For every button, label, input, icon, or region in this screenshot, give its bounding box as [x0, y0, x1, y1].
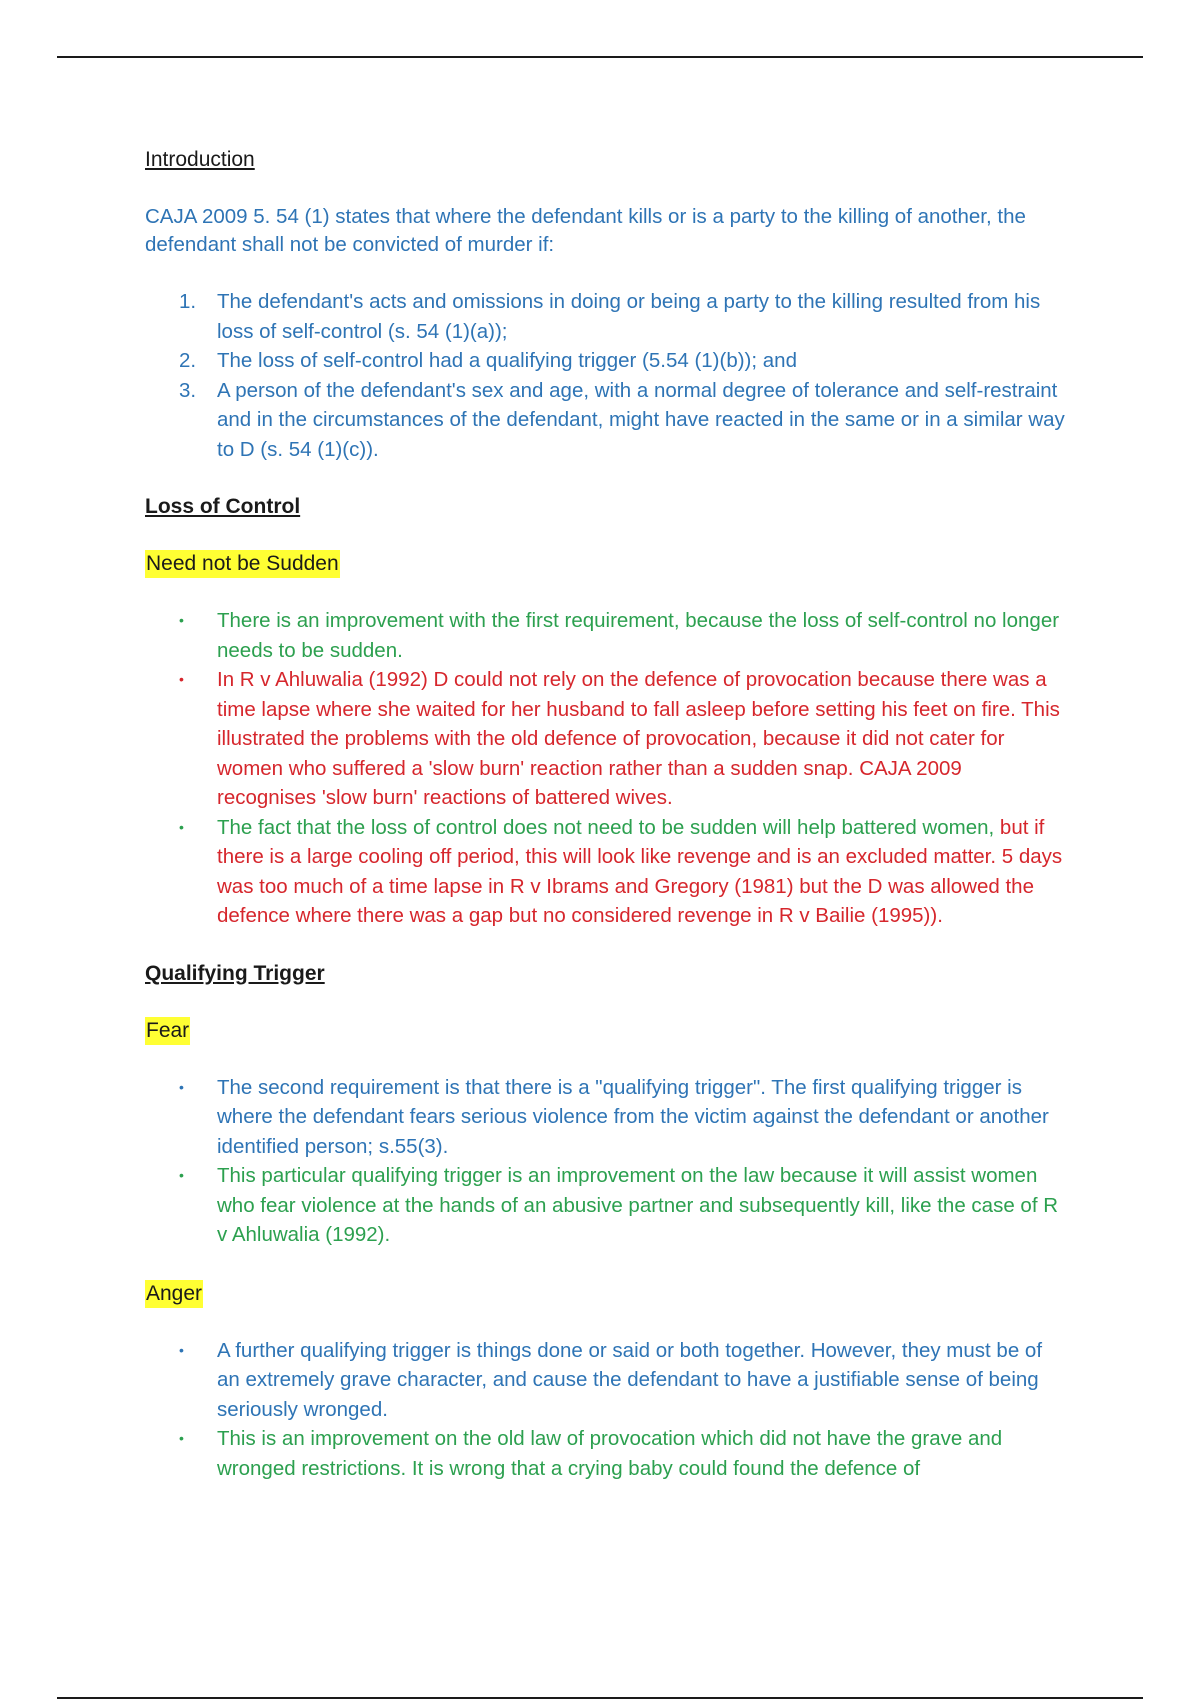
document-body	[145, 145, 1065, 1483]
anger-subheading: Anger	[145, 1280, 203, 1308]
bullet-icon: •	[179, 1167, 184, 1183]
bullet-icon: •	[179, 612, 184, 628]
list-item-text: This is an improvement on the old law of provocation which did not have the grave and wronged restrictions. It is wrong that a crying baby could found the defence of	[217, 1427, 1003, 1480]
list-item-text: The loss of self-control had a qualifying trigger (5.54 (1)(b)); and	[217, 349, 797, 372]
list-item-text-green: The fact that the loss of control does not need to be sudden will help battered women,	[217, 815, 995, 839]
loss-of-control-heading: Loss of Control	[145, 495, 301, 518]
list-item	[145, 287, 1065, 346]
intro-numbered-list	[145, 287, 1065, 464]
list-number: 1.	[179, 290, 197, 313]
list-item-text: The defendant's acts and omissions in doing or being a party to the killing resulted from his loss of self-control (s. 54 (1)(a));	[217, 290, 1041, 343]
list-item	[145, 665, 1065, 813]
list-item	[145, 376, 1065, 465]
list-number: 3.	[179, 378, 197, 402]
list-item	[145, 1336, 1065, 1425]
bullet-icon: •	[179, 671, 184, 687]
bullet-icon: •	[179, 1430, 184, 1446]
list-number: 2.	[179, 349, 197, 372]
list-item	[145, 1073, 1065, 1162]
list-item-text: This particular qualifying trigger is an improvement on the law because it will assist women who fear violence at the hands of an abusive partner and subsequently kill, like the case of R v Ahluwalia (1992).	[217, 1164, 1059, 1246]
list-item	[145, 606, 1065, 665]
list-item-text: The second requirement is that there is a "qualifying trigger". The first qualifying trigger is where the defendant fears serious violence from the victim against the defendant or another identified person; s.55(3).	[217, 1075, 1049, 1158]
intro-paragraph: CAJA 2009 5. 54 (1) states that where the defendant kills or is a party to the killing of another, the defendant shall not be convicted of murder if:	[145, 205, 1026, 256]
list-item	[145, 813, 1065, 931]
need-not-be-sudden-subheading: Need not be Sudden	[145, 550, 340, 578]
list-item	[145, 346, 1065, 376]
qualifying-trigger-heading: Qualifying Trigger	[145, 961, 325, 985]
list-item-text: In R v Ahluwalia (1992) D could not rely on the defence of provocation because there was a time lapse where she waited for her husband to fall asleep before setting his feet on fire. This illustrated the problems with the old defence of provocation, because it did not cater for women who suffered a 'slow burn' reaction rather than a sudden snap. CAJA 2009 recognises 'slow burn' reactions of battered wives.	[217, 668, 1060, 809]
fear-subheading: Fear	[145, 1017, 190, 1045]
bullet-icon: •	[179, 818, 184, 835]
top-rule	[57, 56, 1143, 58]
list-item-text: A person of the defendant's sex and age, with a normal degree of tolerance and self-restraint and in the circumstances of the defendant, might have reacted in the same or in a similar way to D (s. 54 (1)(c)).	[217, 378, 1065, 461]
loss-bullet-list	[145, 606, 1065, 931]
list-item	[145, 1424, 1065, 1483]
introduction-heading: Introduction	[145, 148, 255, 171]
bullet-icon: •	[179, 1078, 184, 1095]
list-item-text: There is an improvement with the first requirement, because the loss of self-control no longer needs to be sudden.	[217, 609, 1060, 662]
fear-bullet-list	[145, 1073, 1065, 1250]
bullet-icon: •	[179, 1341, 184, 1358]
list-item-text: A further qualifying trigger is things done or said or both together. However, they must be of an extremely grave character, and cause the defendant to have a justifiable sense of being seriously wronged.	[217, 1338, 1043, 1421]
list-item-text-red: but if there is a large cooling off period, this will look like revenge and is an excluded matter. 5 days was too much of a time lapse in R v Ibrams and Gregory (1981) but the D was allowed the defence where there was a gap but no considered revenge in R v Bailie (1995)).	[217, 815, 1063, 927]
list-item	[145, 1161, 1065, 1250]
bottom-rule	[57, 1697, 1143, 1699]
anger-bullet-list	[145, 1336, 1065, 1484]
